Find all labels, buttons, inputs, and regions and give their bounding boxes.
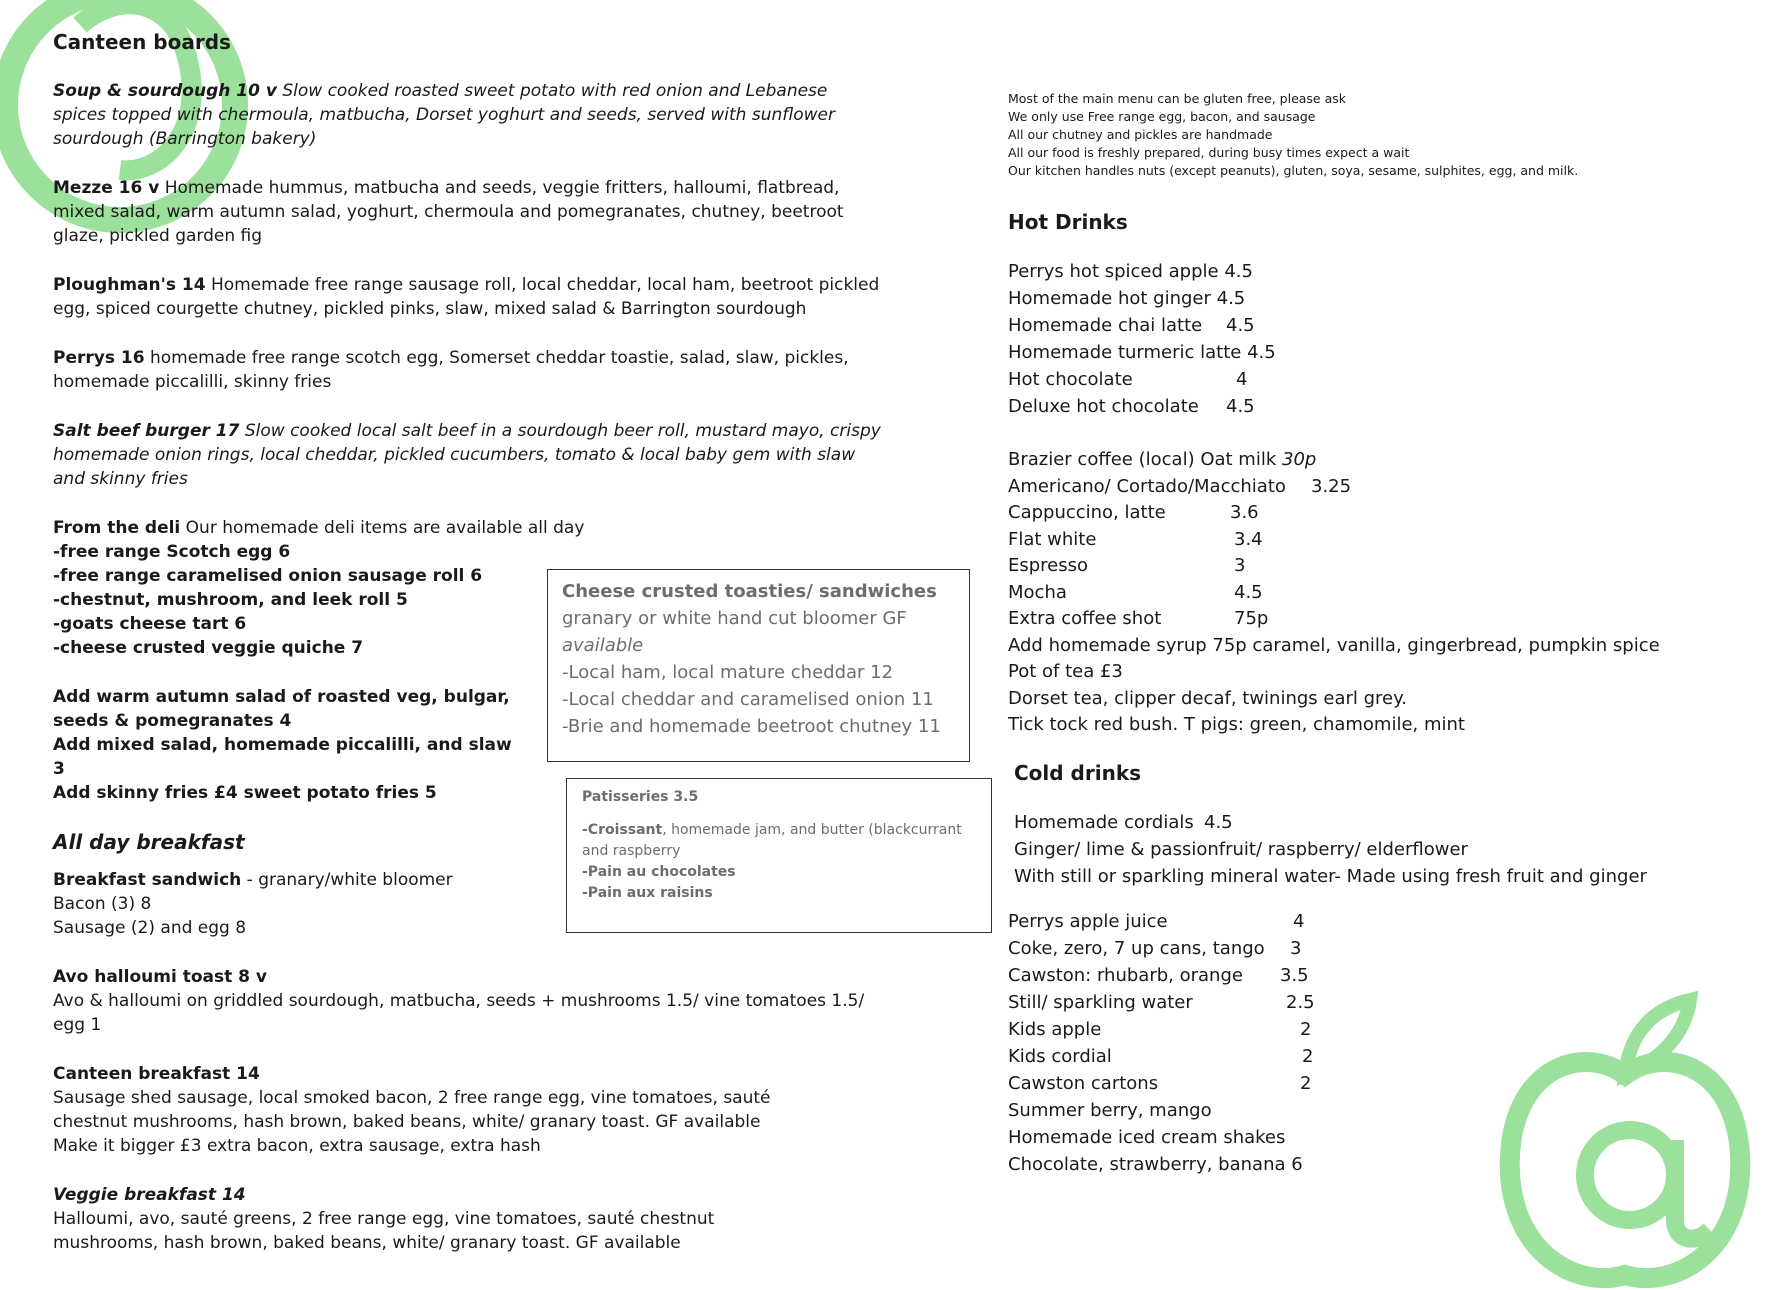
drink-name: Hot chocolate [1008,369,1133,390]
note-line: We only use Free range egg, bacon, and sausage [1008,109,1316,124]
drink-name: Homemade hot ginger [1008,288,1211,309]
drink-name: Americano/ Cortado/Macchiato [1008,475,1286,497]
drink-name: Espresso [1008,555,1089,576]
canteen-breakfast-desc: Sausage shed sausage, local smoked bacon, 2 free range egg, vine tomatoes, sauté chestnut mushrooms, hash brown, baked beans, white/ granary toast. GF available [53,1088,771,1132]
patisseries-box [566,778,992,933]
cold-drinks-heading: Cold drinks [1014,760,1142,785]
veggie-breakfast-name: Veggie breakfast 14 [53,1185,246,1205]
hot-drink-row [1008,339,1748,366]
drink-price: 4.5 [1204,811,1233,833]
drink-name: Deluxe hot chocolate [1008,396,1199,417]
soup-item [53,79,883,151]
avo-item [53,965,883,1037]
mezze-item [53,176,883,248]
drink-price: 4.5 [1224,261,1253,282]
deli-title: From the deli [53,518,181,538]
coffee-row [1008,527,1748,554]
deli-item: -free range Scotch egg 6 [53,542,291,562]
mezze-desc: Homemade hummus, matbucha and seeds, veggie fritters, halloumi, flatbread, mixed salad, warm autumn salad, yoghurt, chermoula and pomegranates, chutney, beetroot glaze, pickled garden fig [53,178,844,246]
drink-name: Kids apple [1008,1018,1102,1040]
drink-name: Still/ sparkling water [1008,991,1193,1013]
note-line: All our chutney and pickles are handmade [1008,127,1273,142]
coffee-line: Dorset tea, clipper decaf, twinings earl grey. [1008,687,1407,709]
mezze-name: Mezze 16 v [53,178,160,198]
drink-price: 2.5 [1286,991,1315,1013]
cold-line: Chocolate, strawberry, banana 6 [1008,1153,1303,1175]
hot-drink-row [1008,258,1748,285]
coffee-row [1008,474,1748,501]
coffee-row [1008,553,1748,580]
soup-desc: Slow cooked roasted sweet potato with red onion and Lebanese spices topped with chermoula, matbucha, Dorset yoghurt and seeds, served with sunflower sourdough (Barrington bakery) [53,81,835,149]
note-line: Our kitchen handles nuts (except peanuts), gluten, soya, sesame, sulphites, egg, and milk. [1008,163,1579,178]
cordials-list [1014,809,1748,890]
perrys-item [53,346,883,394]
drink-name: Perrys apple juice [1008,910,1168,932]
drink-price: 3 [1234,555,1246,576]
drink-price: 4.5 [1247,342,1276,363]
drink-price: 3.6 [1230,502,1259,523]
breakfast-sandwich-option: Bacon (3) 8 [53,894,152,914]
coffee-row [1008,580,1748,607]
deli-item: -cheese crusted veggie quiche 7 [53,638,364,658]
cold-line: Summer berry, mango [1008,1099,1212,1121]
perrys-name: Perrys 16 [53,348,145,368]
drink-name: Homemade turmeric latte [1008,342,1242,363]
deli-item: -goats cheese tart 6 [53,614,247,634]
addon-item: Add warm autumn salad of roasted veg, bulgar, seeds & pomegranates 4 [53,687,510,731]
right-menu-column [1008,90,1748,1178]
cold-drink-row [1008,989,1748,1016]
cold-drink-row [1008,1043,1748,1070]
drink-name: Coke, zero, 7 up cans, tango [1008,937,1265,959]
hot-drink-row [1008,312,1748,339]
cold-line: Homemade iced cream shakes [1008,1126,1286,1148]
coffee-line: Tick tock red bush. T pigs: green, chamomile, mint [1008,714,1465,735]
drink-price: 3.25 [1311,475,1352,497]
hot-drinks-heading: Hot Drinks [1008,210,1128,234]
hot-drink-row [1008,285,1748,312]
ploughmans-item [53,273,883,321]
hot-drinks-list [1008,258,1748,420]
veggie-breakfast-desc: Halloumi, avo, sauté greens, 2 free range egg, vine tomatoes, sauté chestnut mushrooms, hash brown, baked beans, white/ granary toast. GF available [53,1209,715,1253]
deli-item: -chestnut, mushroom, and leek roll 5 [53,590,408,610]
croissant-name: -Croissant [582,822,663,838]
ploughmans-name: Ploughman's 14 [53,275,206,295]
addons-section [53,685,523,805]
drink-name: Flat white [1008,528,1097,550]
coffee-row [1008,606,1748,633]
drink-name: Kids cordial [1008,1045,1112,1067]
cold-drink-row [1008,962,1748,989]
note-line: Most of the main menu can be gluten free, please ask [1008,91,1347,106]
drink-price: 4.5 [1226,315,1255,336]
breakfast-sandwich-desc: - granary/white bloomer [246,870,453,890]
avo-desc: Avo & halloumi on griddled sourdough, matbucha, seeds + mushrooms 1.5/ vine tomatoes 1.5/ egg 1 [53,991,865,1035]
salt-beef-desc: Slow cooked local salt beef in a sourdough beer roll, mustard mayo, crispy homemade onion rings, local cheddar, pickled cucumbers, tomato & local baby gem with slaw and skinny fries [53,421,881,489]
coffee-line: Add homemade syrup 75p caramel, vanilla, gingerbread, pumpkin spice [1008,634,1660,656]
hot-drink-row [1008,393,1748,420]
deli-intro: Our homemade deli items are available all day [185,518,585,538]
drink-price: 4.5 [1226,396,1255,417]
cold-drinks-list [1008,908,1748,1178]
drink-name: Cappuccino, latte [1008,502,1166,523]
cordial-row [1014,809,1748,836]
perrys-desc: homemade free range scotch egg, Somerset cheddar toastie, salad, slaw, pickles, homemade piccalilli, skinny fries [53,348,849,392]
drink-name: Cawston: rhubarb, orange [1008,964,1243,986]
drink-price: 2 [1300,1018,1312,1040]
cold-drink-row [1008,1016,1748,1043]
drink-price: 4.5 [1216,288,1246,309]
patisserie-item: -Pain aux raisins [582,885,713,901]
drink-name: Homemade cordials [1014,811,1194,833]
coffee-header-text: Brazier coffee (local) Oat milk [1008,449,1277,470]
drink-price: 3.5 [1280,964,1309,986]
drink-price: 4.5 [1234,581,1263,603]
addon-item: Add skinny fries £4 sweet potato fries 5 [53,783,437,803]
canteen-breakfast-item [53,1062,883,1158]
avo-name: Avo halloumi toast 8 v [53,967,267,987]
patisserie-item: -Pain au chocolates [582,864,736,880]
deli-item: -free range caramelised onion sausage roll 6 [53,566,483,586]
canteen-breakfast-name: Canteen breakfast 14 [53,1064,260,1084]
toasties-title: Cheese crusted toasties/ sandwiches [562,581,937,602]
croissant-desc: , homemade jam, and butter (blackcurrant and raspberry [582,822,962,859]
hot-drink-row [1008,366,1748,393]
coffee-row [1008,500,1748,527]
oat-milk-price: 30p [1282,449,1317,470]
toastie-item: -Local ham, local mature cheddar 12 [562,662,894,683]
toastie-item: -Brie and homemade beetroot chutney 11 [562,716,941,737]
note-line: All our food is freshly prepared, during busy times expect a wait [1008,145,1410,160]
veggie-breakfast-item [53,1183,883,1255]
all-day-breakfast-heading: All day breakfast [53,830,245,854]
cordial-line: Ginger/ lime & passionfruit/ raspberry/ elderflower [1014,838,1468,860]
toasties-subtitle: granary or white hand cut bloomer GF [562,608,907,629]
drink-price: 2 [1300,1072,1312,1094]
addon-item: Add mixed salad, homemade piccalilli, and slaw 3 [53,735,512,779]
drink-name: Mocha [1008,581,1067,603]
soup-name: Soup & sourdough 10 v [53,81,277,101]
cold-drink-row [1008,1070,1748,1097]
drink-name: Homemade chai latte [1008,315,1203,336]
cordial-line: With still or sparkling mineral water- Made using fresh fruit and ginger [1014,865,1647,887]
coffee-line: Pot of tea £3 [1008,661,1123,682]
cold-drink-row [1008,908,1748,935]
salt-beef-name: Salt beef burger 17 [53,421,240,441]
coffee-list [1008,447,1748,739]
dietary-notes [1008,90,1748,180]
drink-price: 75p [1234,608,1269,629]
canteen-breakfast-extra: Make it bigger £3 extra bacon, extra sausage, extra hash [53,1136,541,1156]
breakfast-sandwich-option: Sausage (2) and egg 8 [53,918,247,938]
drink-price: 2 [1302,1045,1314,1067]
toasties-box [547,569,970,762]
breakfast-sandwich-name: Breakfast sandwich [53,870,242,890]
coffee-header [1008,447,1748,474]
drink-name: Perrys hot spiced apple [1008,261,1219,282]
drink-name: Cawston cartons [1008,1072,1159,1094]
drink-name: Extra coffee shot [1008,608,1162,629]
drink-price: 4 [1236,369,1248,390]
toasties-subtitle-italic: available [562,635,644,656]
toastie-item: -Local cheddar and caramelised onion 11 [562,689,934,710]
patisseries-title: Patisseries 3.5 [582,789,699,805]
drink-price: 3 [1290,937,1302,959]
drink-price: 3.4 [1234,528,1263,550]
ploughmans-desc: Homemade free range sausage roll, local cheddar, local ham, beetroot pickled egg, spiced courgette chutney, pickled pinks, slaw, mixed salad & Barrington sourdough [53,275,880,319]
salt-beef-item [53,419,883,491]
drink-price: 4 [1293,910,1305,932]
canteen-boards-heading: Canteen boards [53,30,231,54]
cold-drink-row [1008,935,1748,962]
croissant-item [582,820,976,862]
